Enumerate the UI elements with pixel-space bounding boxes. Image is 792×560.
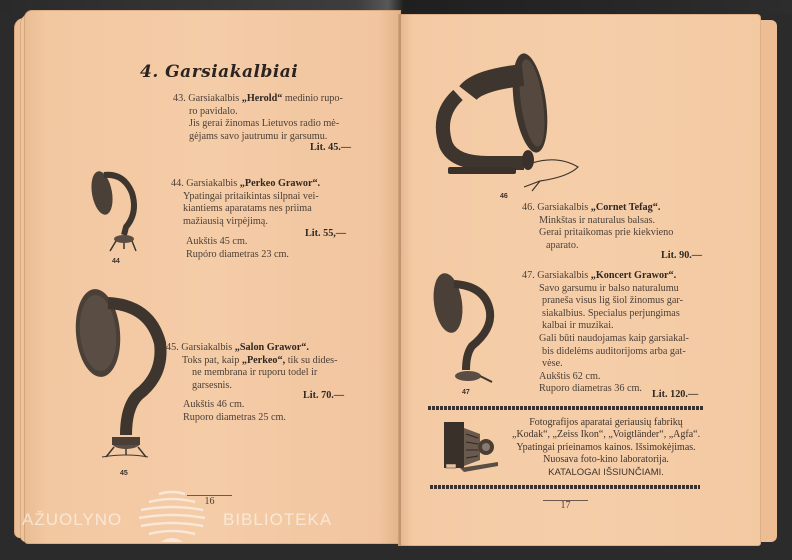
catalog-item-44: 44. Garsiakalbis „Perkeo Grawor“. Ypatingai pritaikintas silpnai vei- kiantiems aparatams nes priima mažiausią virpėjimą.: [171, 178, 321, 227]
product-name: „Perkeo Grawor“.: [239, 178, 321, 189]
figure-label: 45: [120, 470, 128, 477]
product-name: „Salon Grawor“.: [234, 342, 309, 353]
price: Lit. 90.—: [661, 250, 703, 261]
price: Lit. 120.—: [652, 389, 699, 400]
diameter-spec: Ruporo diametras 36 cm.: [539, 383, 642, 395]
loudspeaker-45-illustration: [68, 285, 168, 480]
figure-label: 47: [462, 389, 470, 396]
product-name: „Herold“: [241, 93, 283, 104]
product-name: „Koncert Grawor“.: [590, 270, 677, 281]
height-spec: Aukštis 46 cm.: [183, 399, 245, 410]
loudspeaker-47-illustration: [428, 270, 508, 400]
catalog-item-43: 43. Garsiakalbis „Herold“ medinio rupo- ro pavidalo. Jis gerai žinomas Lietuvos radio mė- gėjams savo jautrumu ir garsumu.: [173, 93, 343, 142]
book-gutter: [399, 14, 401, 546]
figure-label: 46: [500, 193, 508, 200]
catalog-item-46: 46. Garsiakalbis „Cornet Tefag“. Minkštas ir naturalus balsas. Gerai pritaikomas prie kiekvieno aparato.: [522, 202, 674, 251]
figure-label: 44: [112, 258, 120, 265]
diameter-spec: Rupóro diametras 23 cm.: [186, 249, 289, 260]
library-logo-icon: [137, 490, 207, 542]
height-spec: Aukštis 45 cm.: [186, 236, 248, 247]
watermark-left-text: AŽUOLYNO: [22, 510, 123, 529]
camera-advertisement: Fotografijos aparatai geriausių fabrikų „Kodak“, „Zeiss Ikon“, „Voigtländer“, „Agfa“. Ypatingai prieinamos kainos. Išsimokėjimas. Nuosava foto-kino laboratorija. KATALOGAI IŠSIUNČIAMI.: [512, 417, 701, 478]
folding-camera-illustration: [440, 416, 500, 472]
item-number: 43.: [173, 93, 186, 104]
section-heading: 4. Garsiakalbiai: [140, 62, 299, 82]
loudspeaker-44-illustration: [84, 165, 144, 265]
price: Lit. 45.—: [310, 142, 352, 153]
loudspeaker-46-illustration: [428, 45, 588, 205]
product-name: „Cornet Tefag“.: [590, 202, 661, 213]
price: Lit. 70.—: [303, 390, 345, 401]
dotted-rule-bottom: [430, 485, 700, 489]
diameter-spec: Ruporo diametras 25 cm.: [183, 412, 286, 423]
watermark-right-text: BIBLIOTEKA: [223, 510, 333, 529]
right-page-edge-stack: [760, 20, 777, 542]
page-number: 17: [560, 500, 571, 511]
height-spec: Aukštis 62 cm.: [539, 370, 601, 382]
page-number: 16: [204, 496, 215, 507]
price: Lit. 55,—: [305, 228, 347, 239]
dotted-rule-top: [428, 406, 703, 410]
catalog-item-47: 47. Garsiakalbis „Koncert Grawor“. Savo garsumu ir balso naturalumu praneša visus lig šiol žinomus gar- siakalbius. Specialus perjungimas kalbai ir muzikai. Gali būti naudojamas kaip garsiakal- bis didelėms auditorijoms arba gat- vėse. Aukštis 62 cm. Ruporo diametras 36 cm.: [522, 270, 689, 395]
catalog-notice: KATALOGAI IŠSIUNČIAMI.: [548, 466, 664, 478]
catalog-item-45: 45. Garsiakalbis „Salon Grawor“. Toks pat, kaip „Perkeo“, tik su dides- ne membrana ir ruporu todel ir garsesnis.: [166, 342, 338, 391]
